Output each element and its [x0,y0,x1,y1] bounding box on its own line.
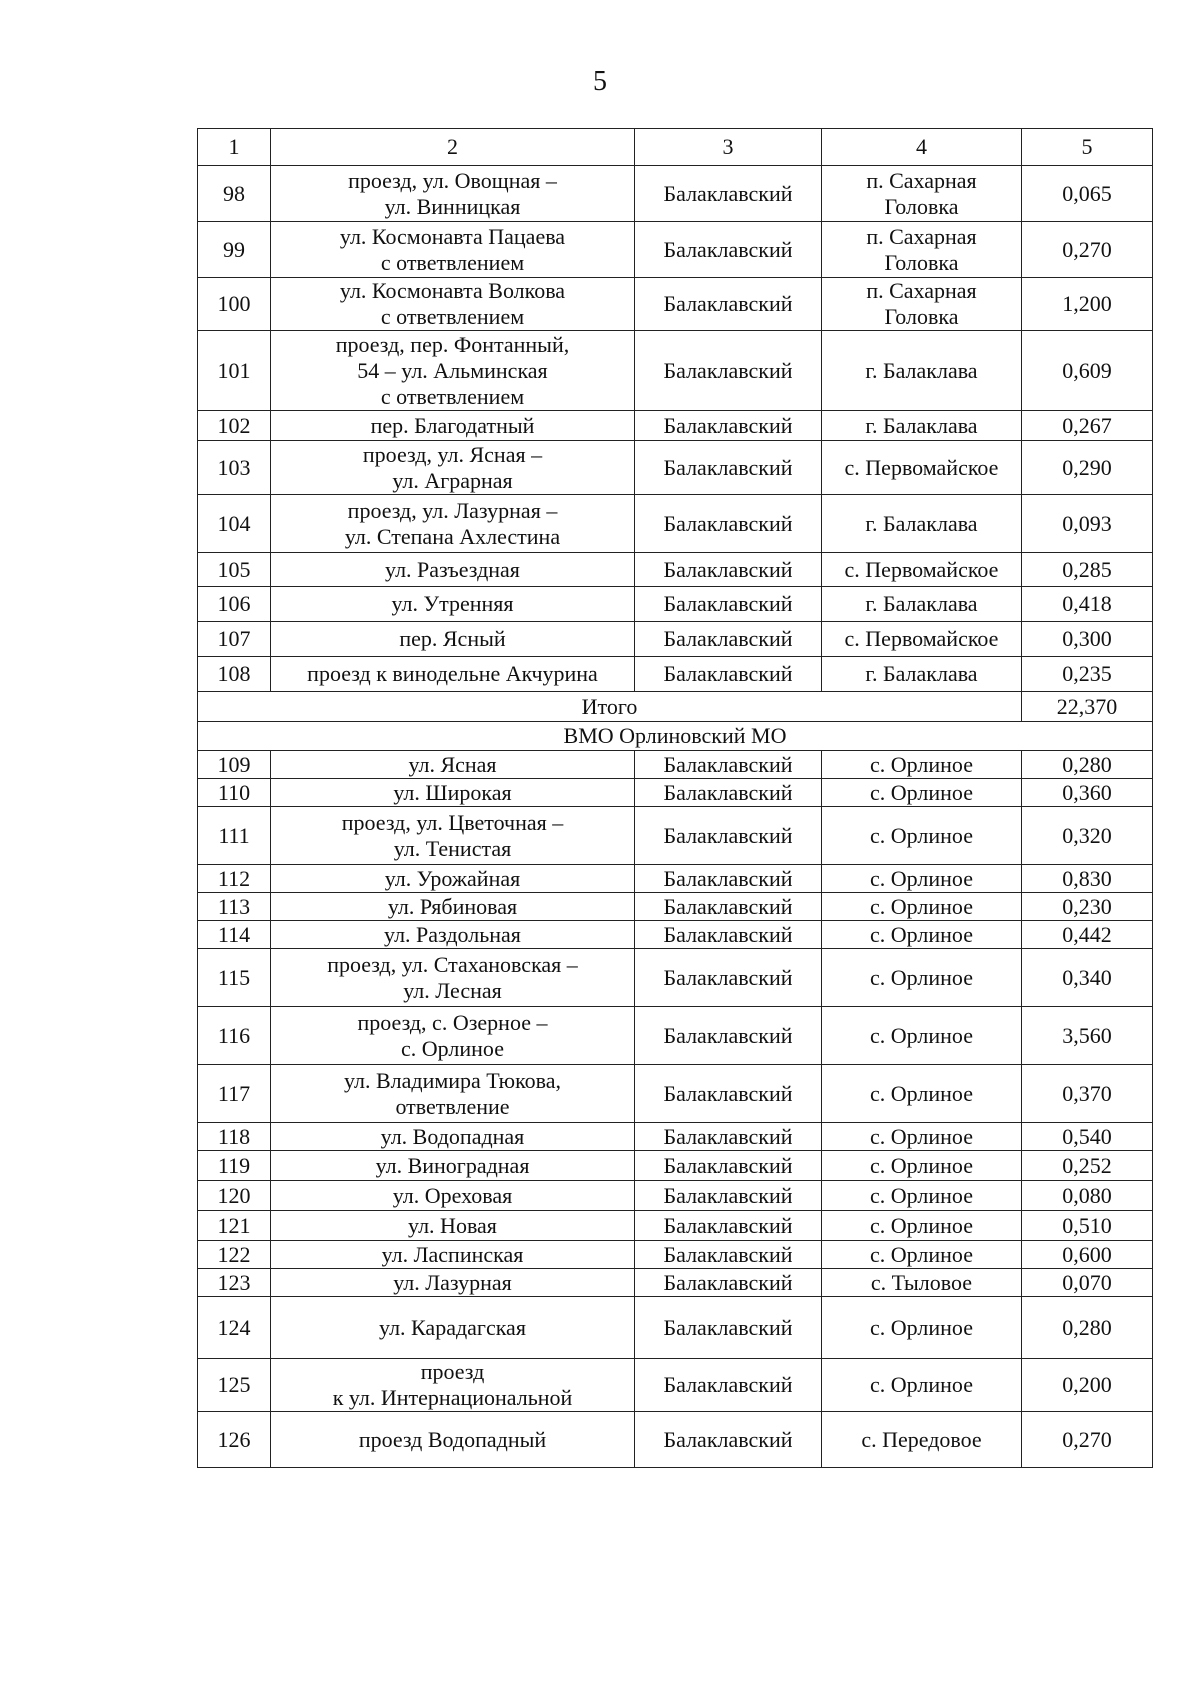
row-number-cell: 118 [198,1123,271,1151]
length-cell: 0,442 [1022,921,1153,949]
locality-cell: г. Балаклава [822,331,1022,411]
locality-cell: п. Сахарная Головка [822,278,1022,331]
row-number-cell: 126 [198,1412,271,1468]
table-row [198,278,1153,331]
row-number-cell: 102 [198,411,271,441]
header-cell: 1 [198,129,271,166]
table-row [198,1297,1153,1359]
table-row [198,1123,1153,1151]
street-name-cell: ул. Карадагская [271,1297,635,1359]
length-cell: 0,360 [1022,779,1153,807]
length-cell: 0,267 [1022,411,1153,441]
street-name-cell: ул. Новая [271,1211,635,1241]
length-cell: 0,200 [1022,1359,1153,1412]
street-name-cell: проезд, ул. Цветочная – ул. Тенистая [271,807,635,865]
length-cell: 0,600 [1022,1241,1153,1269]
road-register-body [198,129,1153,1468]
locality-cell: с. Орлиное [822,807,1022,865]
district-cell: Балаклавский [635,553,822,587]
header-cell: 3 [635,129,822,166]
district-cell: Балаклавский [635,1181,822,1211]
table-row [198,921,1153,949]
street-name-cell: ул. Виноградная [271,1151,635,1181]
district-cell: Балаклавский [635,657,822,692]
length-cell: 0,609 [1022,331,1153,411]
district-cell: Балаклавский [635,1297,822,1359]
district-cell: Балаклавский [635,278,822,331]
total-value: 22,370 [1022,692,1153,722]
district-cell: Балаклавский [635,441,822,495]
locality-cell: с. Орлиное [822,1359,1022,1412]
page-number: 5 [593,66,607,97]
row-number-cell: 107 [198,622,271,657]
row-number-cell: 113 [198,893,271,921]
district-cell: Балаклавский [635,495,822,553]
locality-cell: с. Орлиное [822,1181,1022,1211]
length-cell: 0,830 [1022,865,1153,893]
length-cell: 0,300 [1022,622,1153,657]
district-cell: Балаклавский [635,807,822,865]
street-name-cell: проезд Водопадный [271,1412,635,1468]
length-cell: 1,200 [1022,278,1153,331]
length-cell: 0,070 [1022,1269,1153,1297]
row-number-cell: 115 [198,949,271,1007]
district-cell: Балаклавский [635,1211,822,1241]
row-number-cell: 104 [198,495,271,553]
street-name-cell: ул. Ясная [271,751,635,779]
district-cell: Балаклавский [635,1065,822,1123]
district-cell: Балаклавский [635,411,822,441]
district-cell: Балаклавский [635,1412,822,1468]
table-row [198,553,1153,587]
row-number-cell: 114 [198,921,271,949]
street-name-cell: пер. Ясный [271,622,635,657]
street-name-cell: проезд, с. Озерное – с. Орлиное [271,1007,635,1065]
table-row [198,1151,1153,1181]
table-row [198,1359,1153,1412]
table-row [198,587,1153,622]
district-cell: Балаклавский [635,1007,822,1065]
length-cell: 0,270 [1022,1412,1153,1468]
length-cell: 0,230 [1022,893,1153,921]
street-name-cell: ул. Ореховая [271,1181,635,1211]
street-name-cell: ул. Разъездная [271,553,635,587]
district-cell: Балаклавский [635,1151,822,1181]
length-cell: 0,540 [1022,1123,1153,1151]
locality-cell: с. Орлиное [822,1151,1022,1181]
locality-cell: с. Тыловое [822,1269,1022,1297]
table-row [198,865,1153,893]
locality-cell: с. Первомайское [822,441,1022,495]
street-name-cell: ул. Широкая [271,779,635,807]
street-name-cell: ул. Лазурная [271,1269,635,1297]
locality-cell: с. Орлиное [822,949,1022,1007]
row-number-cell: 110 [198,779,271,807]
district-cell: Балаклавский [635,949,822,1007]
header-cell: 5 [1022,129,1153,166]
street-name-cell: ул. Рябиновая [271,893,635,921]
district-cell: Балаклавский [635,331,822,411]
row-number-cell: 98 [198,166,271,222]
length-cell: 3,560 [1022,1007,1153,1065]
street-name-cell: ул. Ласпинская [271,1241,635,1269]
column-number-row [198,129,1153,166]
locality-cell: г. Балаклава [822,587,1022,622]
length-cell: 0,285 [1022,553,1153,587]
street-name-cell: проезд, пер. Фонтанный, 54 – ул. Альминская с ответвлением [271,331,635,411]
section-heading-row [198,722,1153,751]
locality-cell: г. Балаклава [822,495,1022,553]
district-cell: Балаклавский [635,1359,822,1412]
row-number-cell: 125 [198,1359,271,1412]
district-cell: Балаклавский [635,587,822,622]
locality-cell: с. Орлиное [822,779,1022,807]
section-title: ВМО Орлиновский МО [198,722,1153,751]
street-name-cell: ул. Раздольная [271,921,635,949]
header-cell: 2 [271,129,635,166]
row-number-cell: 124 [198,1297,271,1359]
length-cell: 0,093 [1022,495,1153,553]
table-row [198,495,1153,553]
row-number-cell: 99 [198,222,271,278]
row-number-cell: 122 [198,1241,271,1269]
row-number-cell: 121 [198,1211,271,1241]
table-row [198,1007,1153,1065]
table-row [198,1269,1153,1297]
row-number-cell: 109 [198,751,271,779]
street-name-cell: ул. Владимира Тюкова, ответвление [271,1065,635,1123]
locality-cell: п. Сахарная Головка [822,166,1022,222]
row-number-cell: 105 [198,553,271,587]
table-row [198,1412,1153,1468]
street-name-cell: проезд, ул. Овощная – ул. Винницкая [271,166,635,222]
row-number-cell: 103 [198,441,271,495]
street-name-cell: ул. Космонавта Волкова с ответвлением [271,278,635,331]
row-number-cell: 108 [198,657,271,692]
locality-cell: с. Орлиное [822,1297,1022,1359]
street-name-cell: проезд, ул. Лазурная – ул. Степана Ахлестина [271,495,635,553]
length-cell: 0,340 [1022,949,1153,1007]
district-cell: Балаклавский [635,1241,822,1269]
district-cell: Балаклавский [635,921,822,949]
table-row [198,807,1153,865]
locality-cell: п. Сахарная Головка [822,222,1022,278]
length-cell: 0,280 [1022,751,1153,779]
street-name-cell: проезд, ул. Стахановская – ул. Лесная [271,949,635,1007]
table-row [198,751,1153,779]
table-row [198,949,1153,1007]
locality-cell: с. Орлиное [822,1211,1022,1241]
table-row [198,657,1153,692]
length-cell: 0,510 [1022,1211,1153,1241]
row-number-cell: 119 [198,1151,271,1181]
locality-cell: с. Орлиное [822,921,1022,949]
district-cell: Балаклавский [635,166,822,222]
table-row [198,779,1153,807]
street-name-cell: пер. Благодатный [271,411,635,441]
locality-cell: с. Орлиное [822,893,1022,921]
locality-cell: с. Орлиное [822,1123,1022,1151]
row-number-cell: 120 [198,1181,271,1211]
locality-cell: с. Первомайское [822,622,1022,657]
table-row [198,222,1153,278]
table-row [198,441,1153,495]
street-name-cell: ул. Утренняя [271,587,635,622]
length-cell: 0,290 [1022,441,1153,495]
locality-cell: с. Орлиное [822,1007,1022,1065]
street-name-cell: ул. Урожайная [271,865,635,893]
table-row [198,331,1153,411]
length-cell: 0,252 [1022,1151,1153,1181]
length-cell: 0,280 [1022,1297,1153,1359]
locality-cell: с. Первомайское [822,553,1022,587]
length-cell: 0,418 [1022,587,1153,622]
district-cell: Балаклавский [635,1123,822,1151]
locality-cell: г. Балаклава [822,411,1022,441]
table-row [198,1181,1153,1211]
row-number-cell: 111 [198,807,271,865]
length-cell: 0,235 [1022,657,1153,692]
locality-cell: с. Орлиное [822,1065,1022,1123]
street-name-cell: проезд к ул. Интернациональной [271,1359,635,1412]
row-number-cell: 123 [198,1269,271,1297]
length-cell: 0,065 [1022,166,1153,222]
locality-cell: г. Балаклава [822,657,1022,692]
street-name-cell: ул. Космонавта Пацаева с ответвлением [271,222,635,278]
row-number-cell: 101 [198,331,271,411]
row-number-cell: 106 [198,587,271,622]
table-row [198,166,1153,222]
district-cell: Балаклавский [635,222,822,278]
road-register-table [197,128,1153,1468]
table-row [198,893,1153,921]
district-cell: Балаклавский [635,751,822,779]
length-cell: 0,320 [1022,807,1153,865]
length-cell: 0,370 [1022,1065,1153,1123]
total-row [198,692,1153,722]
street-name-cell: ул. Водопадная [271,1123,635,1151]
locality-cell: с. Орлиное [822,865,1022,893]
locality-cell: с. Передовое [822,1412,1022,1468]
table-row [198,1241,1153,1269]
table-row [198,411,1153,441]
locality-cell: с. Орлиное [822,1241,1022,1269]
locality-cell: с. Орлиное [822,751,1022,779]
table-row [198,1211,1153,1241]
row-number-cell: 100 [198,278,271,331]
district-cell: Балаклавский [635,893,822,921]
total-label: Итого [198,692,1022,722]
row-number-cell: 112 [198,865,271,893]
header-cell: 4 [822,129,1022,166]
length-cell: 0,080 [1022,1181,1153,1211]
district-cell: Балаклавский [635,779,822,807]
district-cell: Балаклавский [635,622,822,657]
street-name-cell: проезд, ул. Ясная – ул. Аграрная [271,441,635,495]
district-cell: Балаклавский [635,865,822,893]
length-cell: 0,270 [1022,222,1153,278]
table-row [198,622,1153,657]
table-row [198,1065,1153,1123]
row-number-cell: 117 [198,1065,271,1123]
district-cell: Балаклавский [635,1269,822,1297]
row-number-cell: 116 [198,1007,271,1065]
street-name-cell: проезд к винодельне Акчурина [271,657,635,692]
